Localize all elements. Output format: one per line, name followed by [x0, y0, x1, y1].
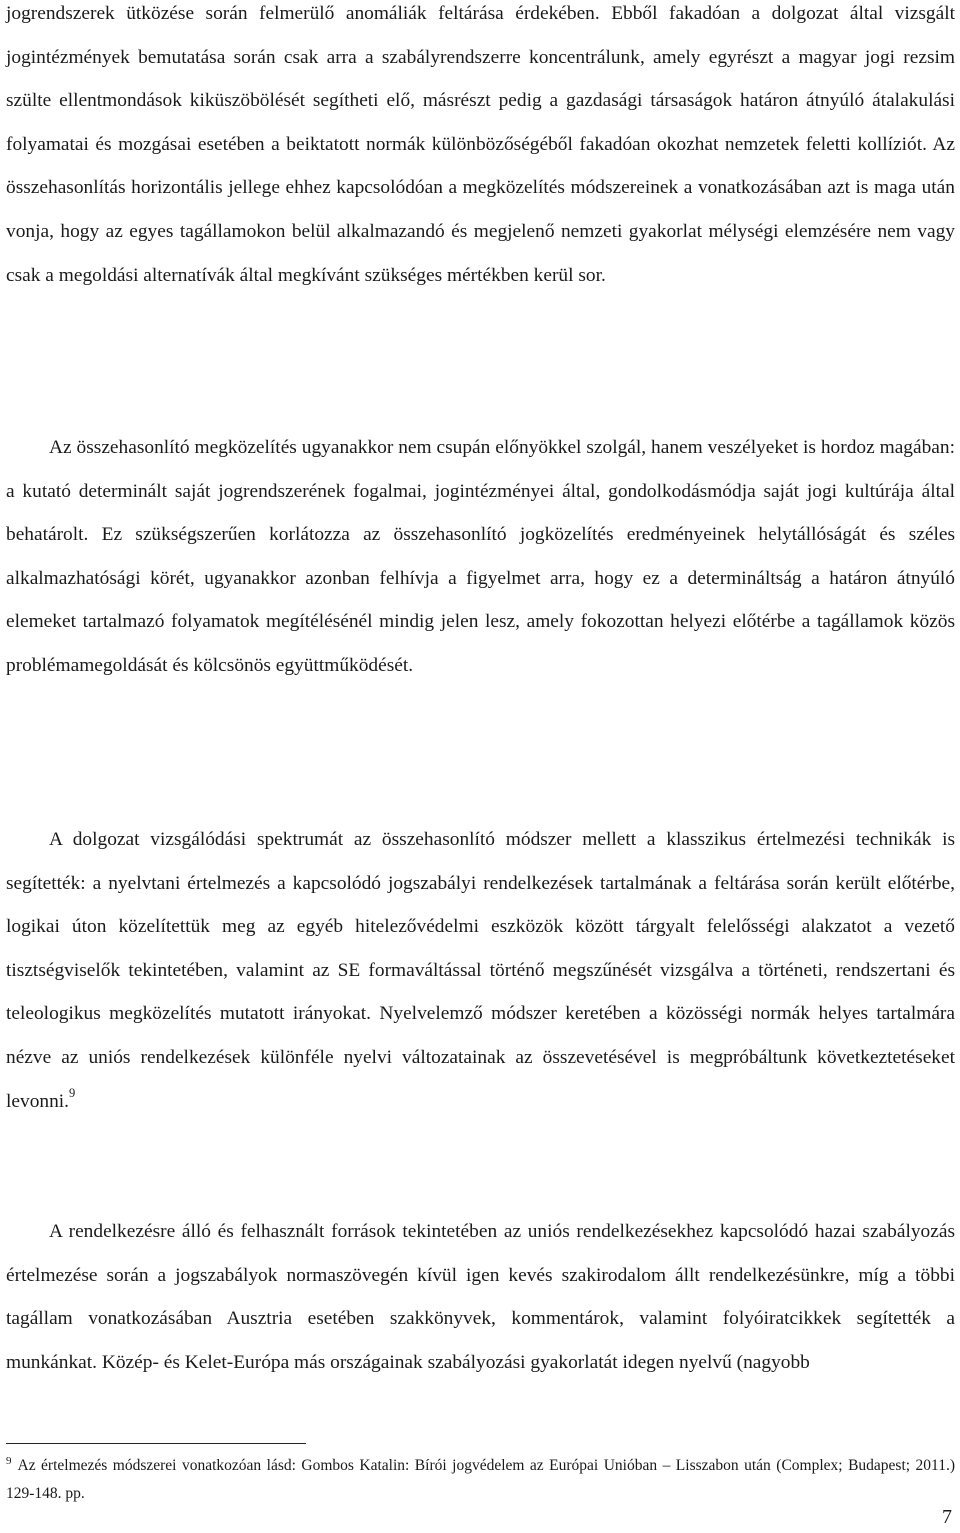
footnote-text: Az értelmezés módszerei vonatkozóan lásd: Gombos Katalin: Bírói jogvédelem az Európai Unióban – Lisszabon után (Complex; Budapest; 2011.) 129-148. pp.: [6, 1457, 955, 1502]
paragraph-3: [6, 818, 955, 1123]
paragraph-2: Az összehasonlító megközelítés ugyanakkor nem csupán előnyökkel szolgál, hanem veszélyeket is hordoz magában: a kutató determinált saját jogrendszerének fogalmai, jogintézményei által, gondolkodásmódja saját jogi kultúrája által behatárolt. Ez szükségszerűen korlátozza az összehasonlító jogközelítés eredményeinek helytállóságát és széles alkalmazhatósági körét, ugyanakkor azonban felhívja a figyelmet arra, hogy ez a determináltság a határon átnyúló elemeket tartalmazó folyamatok megítélésénél mindig jelen lesz, amely fokozottan helyezi előtérbe a tagállamok közös problémamegoldását és kölcsönös együttműködését.: [6, 437, 955, 676]
page-number: 7: [942, 1506, 952, 1528]
footnote-number: 9: [6, 1454, 12, 1467]
footnote-divider: [6, 1443, 306, 1444]
paragraph-4: A rendelkezésre álló és felhasznált források tekintetében az uniós rendelkezésekhez kapcsolódó hazai szabályozás értelmezése során a jogszabályok normaszövegén kívül igen kevés szakirodalom állt rendelkezésünkre, míg a többi tagállam vonatkozásában Ausztria esetében szakkönyvek, kommentárok, valamint folyóiratcikkek segítették a munkánkat. Közép- és Kelet-Európa más országainak szabályozási gyakorlatát idegen nyelvű (nagyobb: [6, 1221, 955, 1373]
footnote: [6, 1452, 955, 1508]
footnote-reference[interactable]: 9: [69, 1086, 76, 1101]
paragraph-3-text: A dolgozat vizsgálódási spektrumát az összehasonlító módszer mellett a klasszikus értelmezési technikák is segítették: a nyelvtani értelmezés a kapcsolódó jogszabályi rendelkezések tartalmának a feltárása során került előtérbe, logikai úton közelítettük meg az egyéb hitelezővédelmi eszközök között tárgyalt felelősségi alakzatot a vezető tisztségviselők tekintetében, valamint az SE formaváltással történő megszűnését vizsgálva a történeti, rendszertani és teleologikus megközelítés mutatott irányokat. Nyelvelemző módszer keretében a közösségi normák helyes tartalmára nézve az uniós rendelkezések különféle nyelvi változatainak az összevetésével is megpróbáltunk következtetéseket levonni.: [6, 829, 955, 1112]
paragraph-1: jogrendszerek ütközése során felmerülő anomáliák feltárása érdekében. Ebből fakadóan a dolgozat által vizsgált jogintézmények bemutatása során csak arra a szabályrendszerre koncentrálunk, amely egyrészt a magyar jogi rezsim szülte ellentmondások kiküszöbölését segítheti elő, másrészt pedig a gazdasági társaságok határon átnyúló átalakulási folyamatai és mozgásai esetében a beiktatott normák különbözőségéből fakadóan okozhat nemzetek feletti kollíziót. Az összehasonlítás horizontális jellege ehhez kapcsolódóan a megközelítés módszereinek a vonatkozásában azt is maga után vonja, hogy az egyes tagállamokon belül alkalmazandó és megjelenő nemzeti gyakorlat mélységi elemzésére nem vagy csak a megoldási alternatívák által megkívánt szükséges mértékben kerül sor.: [6, 3, 955, 286]
